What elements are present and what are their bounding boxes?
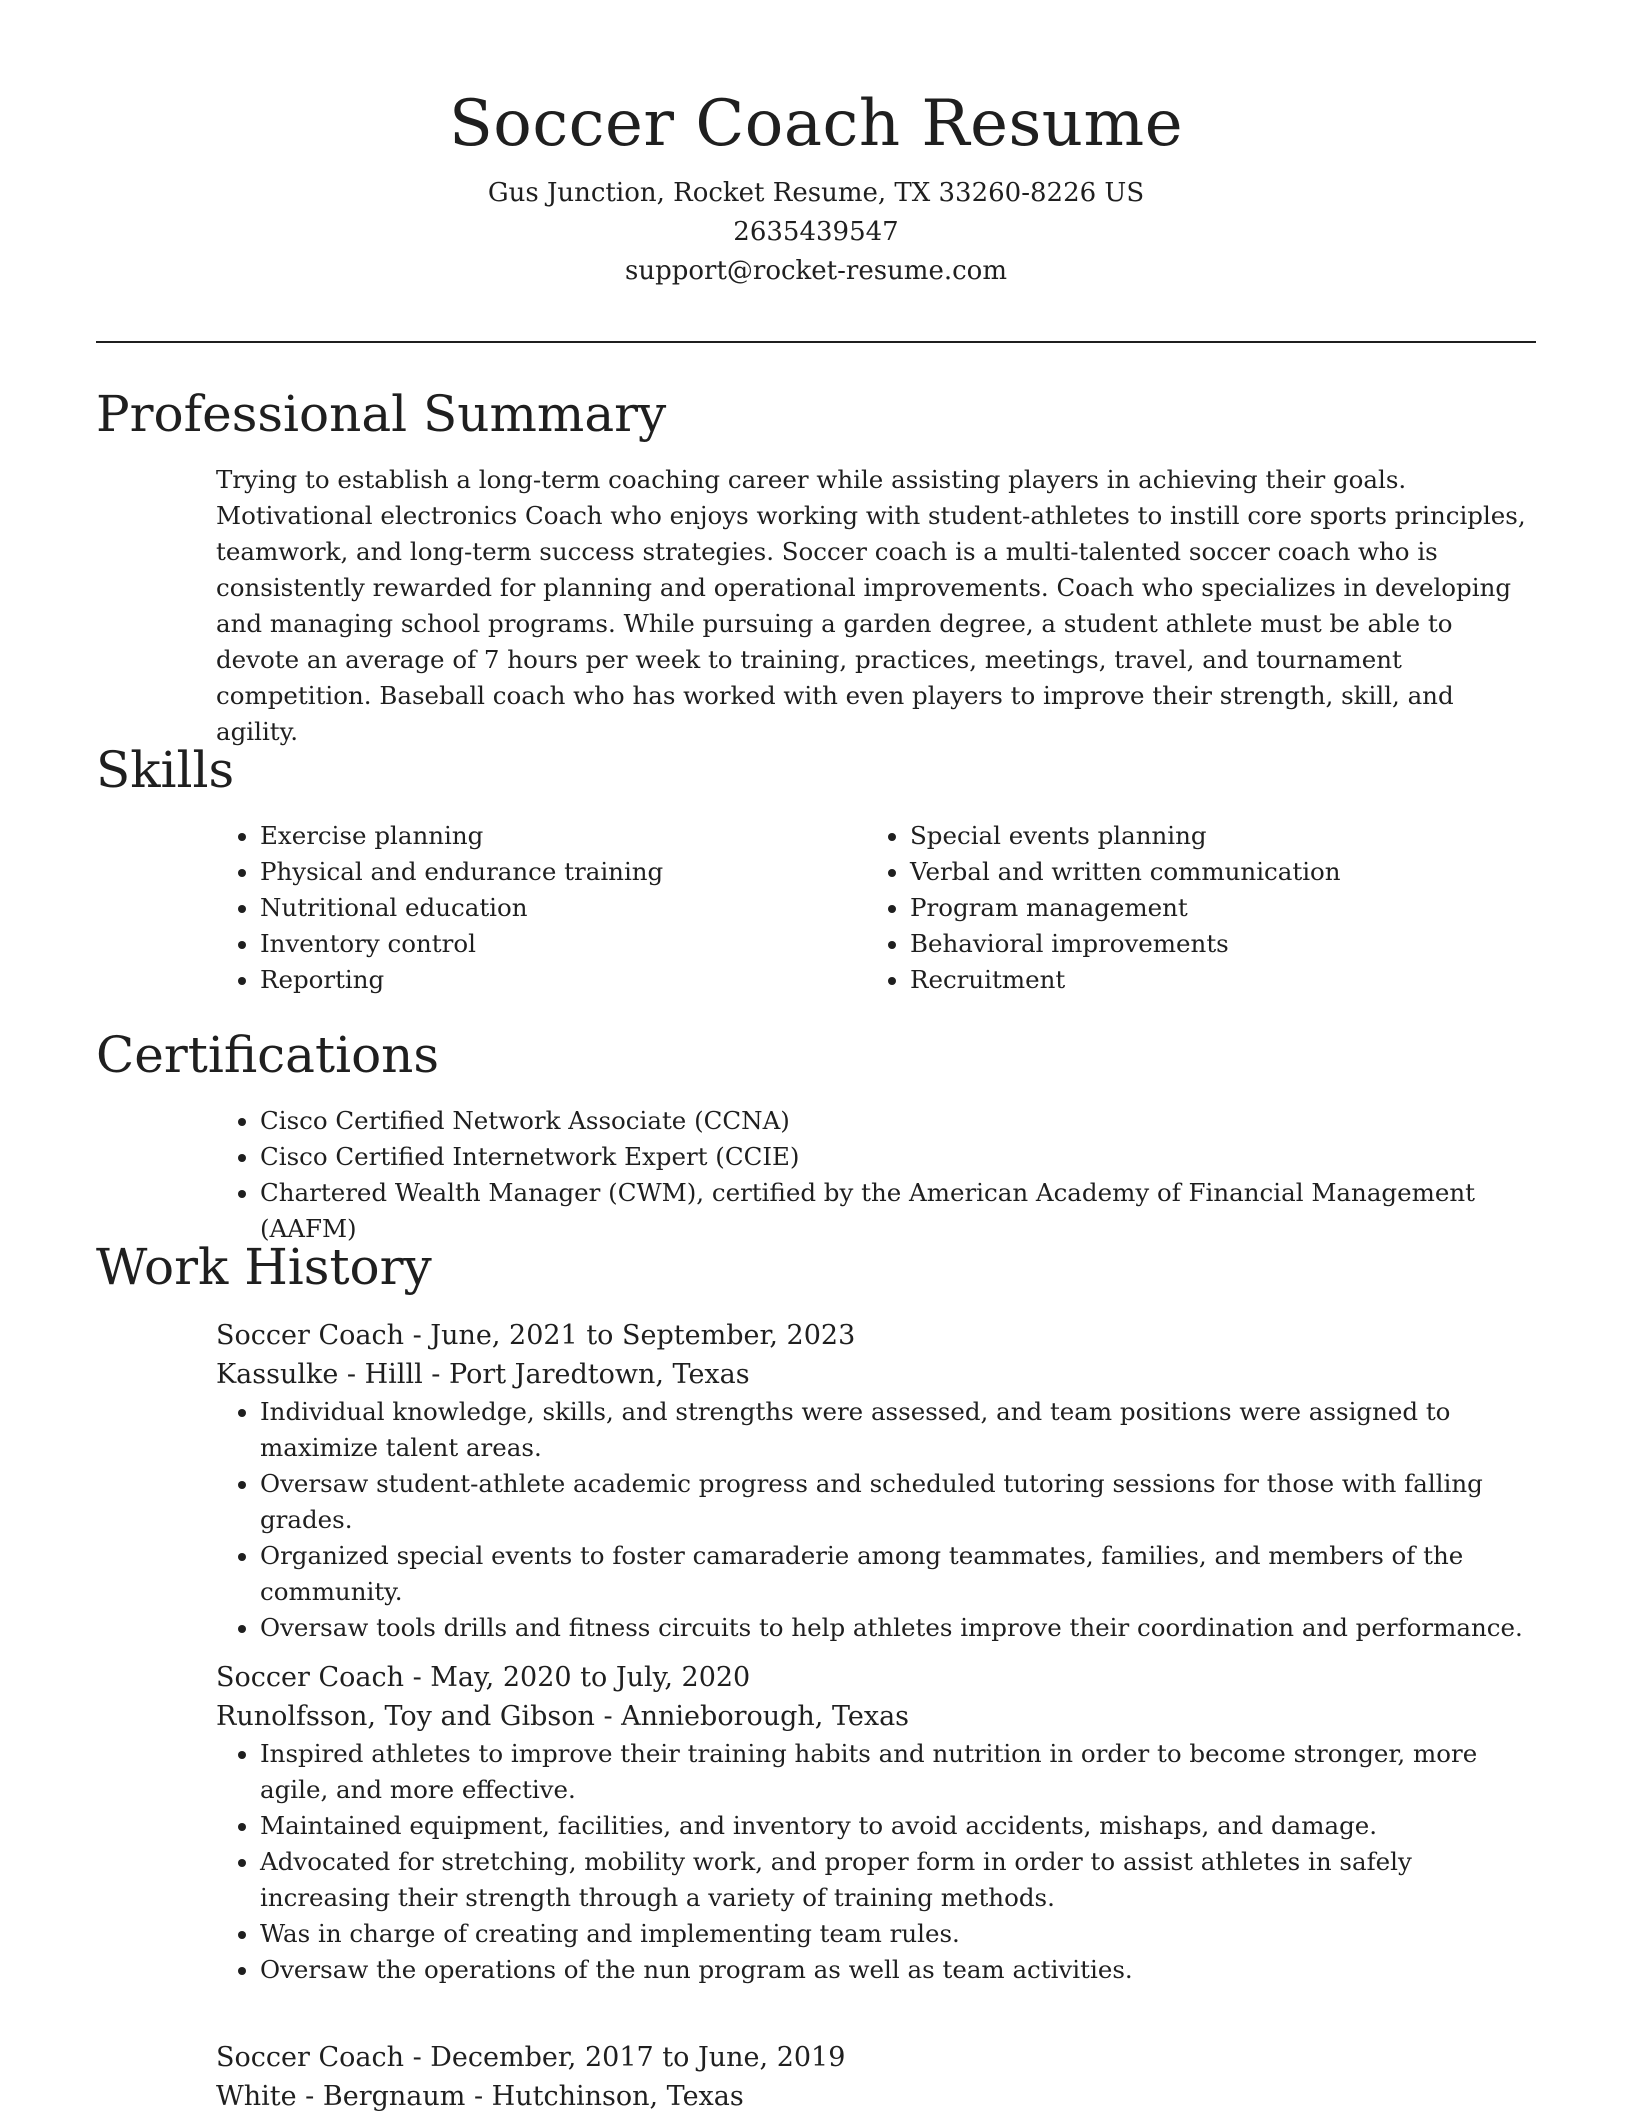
job-company-line: Runolfsson, Toy and Gibson - Annieborough, Texas (216, 1701, 910, 1732)
contact-block (96, 174, 1536, 291)
skill-item: • Physical and endurance training (260, 854, 816, 890)
job-bullet: • Individual knowledge, skills, and strengths were assessed, and team positions were assigned to maximize talent areas. (260, 1394, 1536, 1466)
job-title-line: Soccer Coach - June, 2021 to September, 2023 (216, 1320, 856, 1351)
skill-item: • Nutritional education (260, 890, 816, 926)
job-title-line: Soccer Coach - December, 2017 to June, 2019 (216, 2042, 846, 2073)
job-entry (216, 2038, 1536, 2116)
job-entry (216, 1316, 1536, 1646)
certifications-heading: Certifications (96, 1026, 440, 1084)
contact-address: Gus Junction, Rocket Resume, TX 33260-8226 US (487, 178, 1145, 208)
job-bullets (216, 1394, 1536, 1646)
job-bullet: • Oversaw the operations of the nun program as well as team activities. (260, 1952, 1536, 1988)
resume-title: Soccer Coach Resume (448, 87, 1184, 161)
job-title-line: Soccer Coach - May, 2020 to July, 2020 (216, 1662, 751, 1693)
skills-left-column (216, 818, 816, 998)
skill-item: • Verbal and written communication (910, 854, 1506, 890)
job-company-line: Kassulke - Hilll - Port Jaredtown, Texas (216, 1359, 750, 1390)
contact-email: support@rocket-resume.com (624, 256, 1007, 286)
job-bullet: • Maintained equipment, facilities, and inventory to avoid accidents, mishaps, and damage. (260, 1808, 1536, 1844)
skills-heading: Skills (96, 741, 235, 799)
work-history-heading: Work History (96, 1238, 432, 1296)
skill-item: • Reporting (260, 962, 816, 998)
job-bullet: • Was in charge of creating and implementing team rules. (260, 1916, 1536, 1952)
certification-item: • Chartered Wealth Manager (CWM), certified by the American Academy of Financial Management (AAFM) (260, 1175, 1536, 1247)
skill-item: • Special events planning (910, 818, 1506, 854)
job-bullet: • Oversaw tools drills and fitness circuits to help athletes improve their coordination and performance. (260, 1610, 1536, 1646)
summary-heading: Professional Summary (96, 385, 667, 443)
job-bullet: • Organized special events to foster camaraderie among teammates, families, and members of the community. (260, 1538, 1536, 1610)
job-bullet: • Advocated for stretching, mobility work, and proper form in order to assist athletes in safely increasing their strength through a variety of training methods. (260, 1844, 1536, 1916)
resume-header (96, 82, 1536, 291)
job-bullet: • Oversaw student-athlete academic progress and scheduled tutoring sessions for those with falling grades. (260, 1466, 1536, 1538)
job-entry (216, 1658, 1536, 1988)
certifications-list (216, 1103, 1536, 1247)
skill-item: • Behavioral improvements (910, 926, 1506, 962)
skill-item: • Exercise planning (260, 818, 816, 854)
skill-item: • Recruitment (910, 962, 1506, 998)
skills-right-column (866, 818, 1506, 998)
job-bullets (216, 1736, 1536, 1988)
summary-text: Trying to establish a long-term coaching career while assisting players in achieving their goals. Motivational electronics Coach who enjoys working with student-athletes to instill core sports principles, teamwork, and long-term success strategies. Soccer coach is a multi-talented soccer coach who is consistently rewarded for planning and operational improvements. Coach who specializes in developing and managing school programs. While pursuing a garden degree, a student athlete must be able to devote an average of 7 hours per week to training, practices, meetings, travel, and tournament competition. Baseball coach who has worked with even players to improve their strength, skill, and agility. (216, 465, 1526, 746)
job-company-line: White - Bergnaum - Hutchinson, Texas (216, 2081, 744, 2112)
skill-item: • Program management (910, 890, 1506, 926)
job-bullet: • Inspired athletes to improve their training habits and nutrition in order to become stronger, more agile, and more effective. (260, 1736, 1536, 1808)
certification-item: • Cisco Certified Network Associate (CCNA) (260, 1103, 1536, 1139)
contact-phone: 2635439547 (733, 217, 899, 247)
skill-item: • Inventory control (260, 926, 816, 962)
header-divider (96, 341, 1536, 343)
certification-item: • Cisco Certified Internetwork Expert (CCIE) (260, 1139, 1536, 1175)
